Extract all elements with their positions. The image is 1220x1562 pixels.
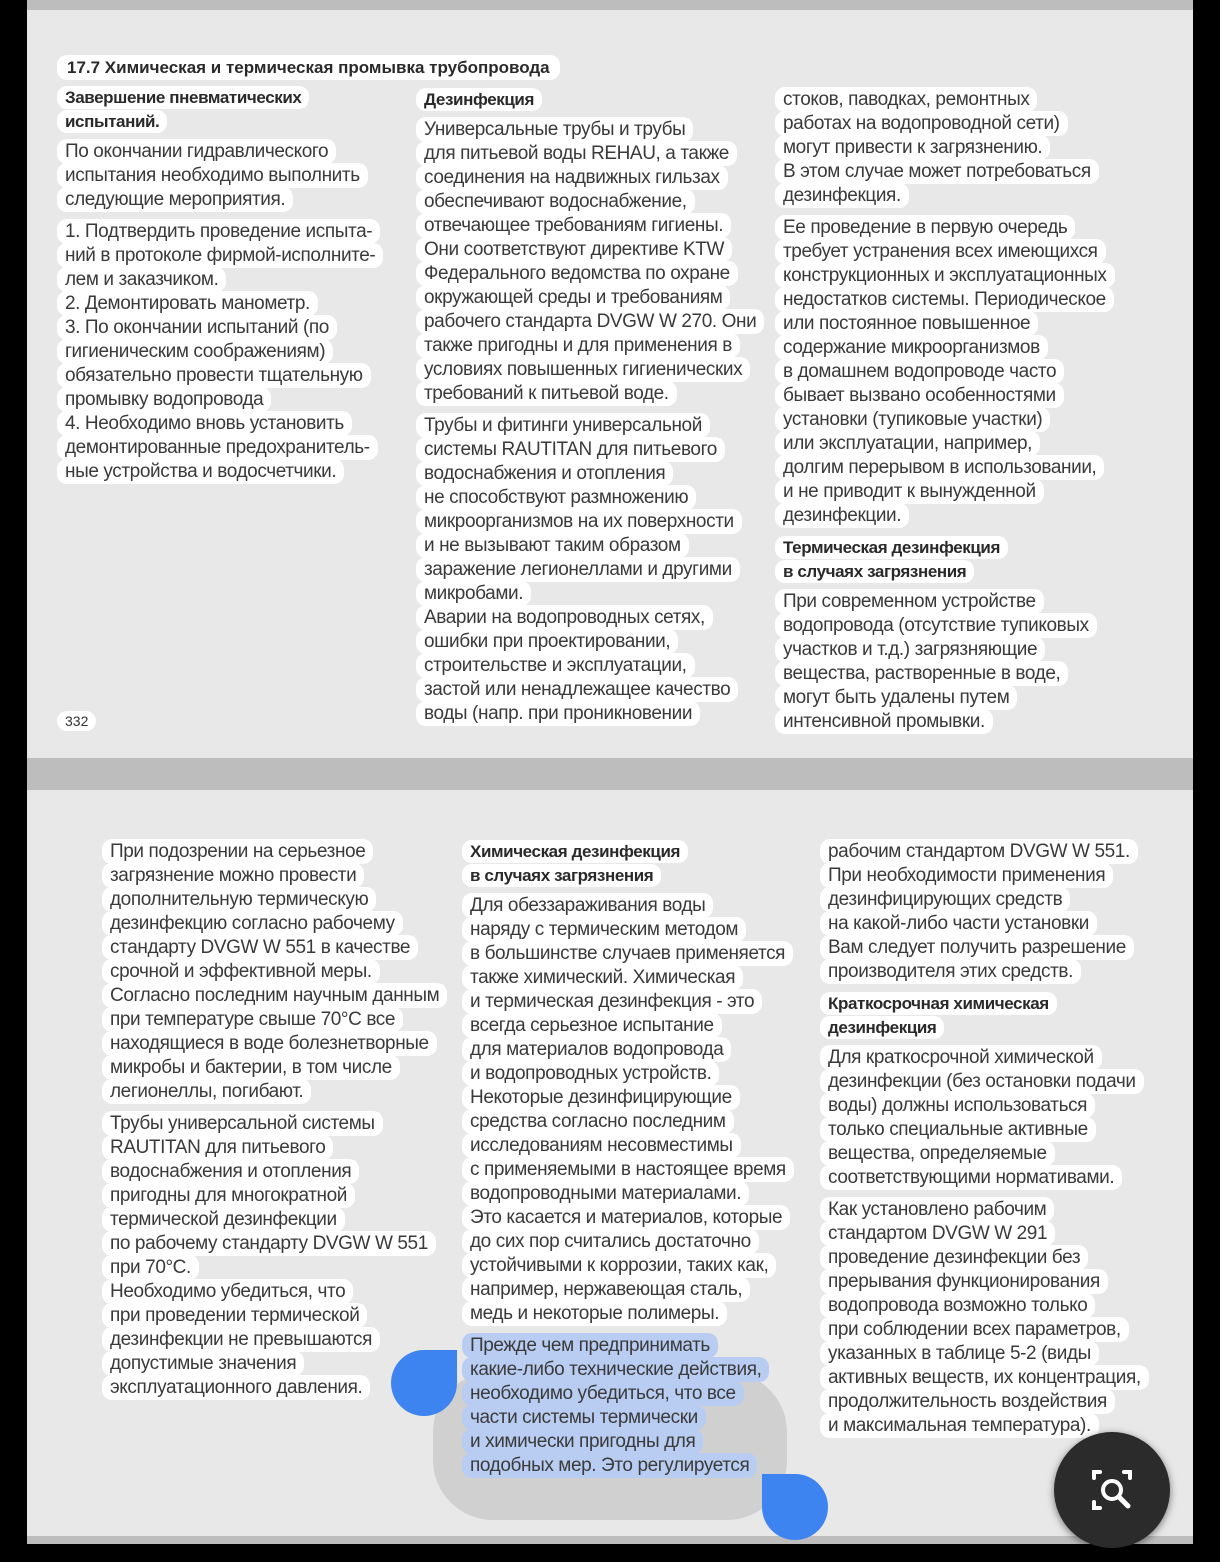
page1-column-2 xyxy=(416,88,761,734)
page2-column-2 xyxy=(462,840,807,1486)
paragraph: Ее проведение в первую очередь требует устранения всех имеющихся конструкционных и эксплуатационных недостатков системы. Периодическое или постоянное повышенное содержание микроорганизмов в домашнем водопроводе часто бывает вызвано особенностями установки (тупиковые участки) или эксплуатации, например, долгим перерывом в использовании, и не приводит к вынужденной дезинфекции. xyxy=(775,216,1125,528)
paragraph: По окончании гидравлического испытания необходимо выполнить следующие мероприятия. xyxy=(57,140,397,212)
page1-column-3 xyxy=(775,88,1125,742)
heading-short-term-chemical: Краткосрочная химическая дезинфекция xyxy=(820,992,1160,1040)
page-gap xyxy=(27,758,1193,790)
heading-chemical-disinfection: Химическая дезинфекция в случаях загрязнения xyxy=(462,840,807,888)
lens-search-button[interactable] xyxy=(1054,1432,1170,1548)
paragraph: Для обеззараживания воды наряду с термическим методом в большинстве случаев применяется также химический. Химическая и термическая дезинфекция - это всегда серьезное испытание для материалов водопровода и водопроводных устройств. Некоторые дезинфицирующие средства согласно последним исследованиям несовместимы с применяемыми в настоящее время водопроводными материалами. Это касается и материалов, которые до сих пор считались достаточно устойчивыми к коррозии, таких как, например, нержавеющая сталь, медь и некоторые полимеры. xyxy=(462,894,807,1326)
top-strip xyxy=(27,0,1193,10)
page2-column-3 xyxy=(820,840,1160,1446)
paragraph: Для краткосрочной химической дезинфекции (без остановки подачи воды) должны использоваться только специальные активные вещества, определяемые соответствующими нормативами. xyxy=(820,1046,1160,1190)
paragraph: стоков, паводках, ремонтных работах на водопроводной сети) могут привести к загрязнению. В этом случае может потребоваться дезинфекция. xyxy=(775,88,1125,208)
paragraph-steps: 1. Подтвердить проведение испыта- ний в протоколе фирмой-исполните- лем и заказчиком. 2. Демонтировать манометр. 3. По окончании испытаний (по гигиеническим соображениям) обязательно провести тщательную промывку водопровода 4. Необходимо вновь установить демонтированные предохранитель- ные устройства и водосчетчики. xyxy=(57,220,397,484)
selected-text[interactable]: Прежде чем предпринимать какие-либо технические действия, необходимо убедиться, что все части системы термически и химически пригодны для подобных мер. Это регулируется xyxy=(462,1334,807,1478)
paragraph: Трубы универсальной системы RAUTITAN для питьевого водоснабжения и отопления пригодны для многократной термической дезинфекции по рабочему стандарту DVGW W 551 при 70°C. Необходимо убедиться, что при проведении термической дезинфекции не превышаются допустимые значения эксплуатационного давления. xyxy=(102,1112,447,1400)
paragraph: При подозрении на серьезное загрязнение можно провести дополнительную термическую дезинфекцию согласно рабочему стандарту DVGW W 551 в качестве срочной и эффективной меры. Согласно последним научным данным при температуре свыше 70°C все находящиеся в воде болезнетворные микробы и бактерии, в том числе легионеллы, погибают. xyxy=(102,840,447,1104)
page-number: 332 xyxy=(57,711,96,731)
section-title: 17.7 Химическая и термическая промывка трубопровода xyxy=(57,58,560,78)
paragraph: Трубы и фитинги универсальной системы RAUTITAN для питьевого водоснабжения и отопления не способствуют размножению микроорганизмов на их поверхности и не вызывают таким образом заражение легионеллами и другими микробами. Аварии на водопроводных сетях, ошибки при проектировании, строительстве и эксплуатации, застой или ненадлежащее качество воды (напр. при проникновении xyxy=(416,414,761,726)
heading-pneumatic-tests: Завершение пневматических испытаний. xyxy=(57,86,397,134)
selection-handle-end[interactable] xyxy=(762,1474,828,1540)
lens-search-icon xyxy=(1086,1464,1138,1516)
paragraph: Как установлено рабочим стандартом DVGW W 291 проведение дезинфекции без прерывания функционирования водопровода возможно только при соблюдении всех параметров, указанных в таблице 5-2 (виды активных веществ, их концентрация, продолжительность воздействия и максимальная температура). xyxy=(820,1198,1160,1438)
page2-column-1 xyxy=(102,840,447,1408)
paragraph: рабочим стандартом DVGW W 551. При необходимости применения дезинфицирующих средств на какой-либо части установки Вам следует получить разрешение производителя этих средств. xyxy=(820,840,1160,984)
paragraph: При современном устройстве водопровода (отсутствие тупиковых участков и т.д.) загрязняющие вещества, растворенные в воде, могут быть удалены путем интенсивной промывки. xyxy=(775,590,1125,734)
bottom-strip xyxy=(27,1536,1193,1544)
heading-thermal-disinfection: Термическая дезинфекция в случаях загрязнения xyxy=(775,536,1125,584)
paragraph: Универсальные трубы и трубы для питьевой воды REHAU, а также соединения на надвижных гильзах обеспечивают водоснабжение, отвечающее требованиям гигиены. Они соответствуют директиве KTW Федерального ведомства по охране окружающей среды и требованиям рабочего стандарта DVGW W 270. Они также пригодны и для применения в условиях повышенных гигиенических требований к питьевой воде. xyxy=(416,118,761,406)
heading-disinfection: Дезинфекция xyxy=(416,88,761,112)
page1-column-1 xyxy=(57,86,397,492)
selection-handle-start[interactable] xyxy=(391,1350,457,1416)
